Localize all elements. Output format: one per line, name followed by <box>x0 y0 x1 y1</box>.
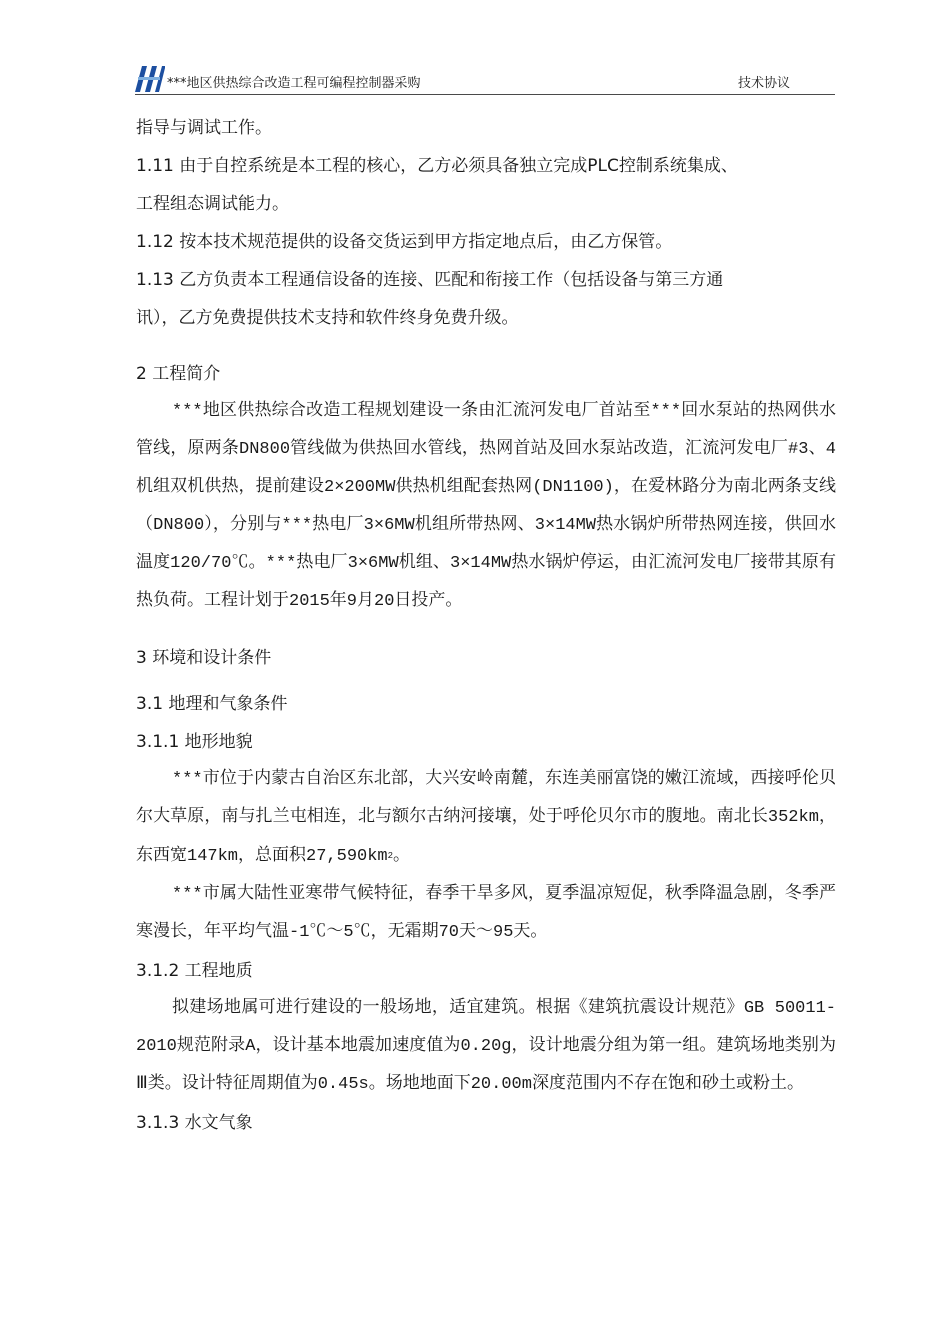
para-end: 。 <box>393 847 411 866</box>
header-title: ***地区供热综合改造工程可编程控制器采购 <box>167 76 421 91</box>
superscript-2: 2 <box>387 851 394 861</box>
section-3-1-2-heading: 3.1.2 工程地质 <box>136 961 253 981</box>
header-doc-type: 技术协议 <box>738 76 791 91</box>
section-2-paragraph: ***地区供热综合改造工程规划建设一条由汇流河发电厂首站至***回水泵站的热网供水管线，原两条DN800管线做为供热回水管线，热网首站及回水泵站改造，汇流河发电厂#3、4机组双机供热，提前建设2×200MW供热机组配套热网(DN1100)，在爱林路分为南北两条支线（DN800），分别与***热电厂3×6MW机组所带热网、3×14MW热水锅炉所带热网连接，供回水温度120/70℃。***热电厂3×6MW机组、3×14MW热水锅炉停运，由汇流河发电厂接带其原有热负荷。工程计划于2015年9月20日投产。 <box>136 402 836 611</box>
item-1-13-line1: 1.13 乙方负责本工程通信设备的连接、匹配和衔接工作（包括设备与第三方通 <box>136 270 724 290</box>
header-divider <box>135 94 835 95</box>
section-3-1-1-paragraph-2: ***市属大陆性亚寒带气候特征，春季干旱多风，夏季温凉短促，秋季降温急剧，冬季严寒漫长，年平均气温-1℃～5℃，无霜期70天～95天。 <box>136 885 836 942</box>
intro-line: 指导与调试工作。 <box>136 118 272 138</box>
section-3-heading: 3 环境和设计条件 <box>136 648 272 668</box>
para-text: ***市位于内蒙古自治区东北部，大兴安岭南麓，东连美丽富饶的嫩江流域，西接呼伦贝尔大草原，南与扎兰屯相连，北与额尔古纳河接壤，处于呼伦贝尔市的腹地。南北长352km，东西宽147km，总面积27,590km <box>136 770 836 866</box>
section-3-1-1-paragraph-1 <box>136 761 836 876</box>
item-1-13-line2: 讯），乙方免费提供技术支持和软件终身免费升级。 <box>136 308 519 328</box>
document-body <box>136 109 836 1142</box>
section-3-1-1-heading: 3.1.1 地形地貌 <box>136 732 253 752</box>
item-1-11-line2: 工程组态调试能力。 <box>136 194 289 214</box>
item-1-12: 1.12 按本技术规范提供的设备交货运到甲方指定地点后，由乙方保管。 <box>136 232 673 252</box>
section-2-heading: 2 工程简介 <box>136 364 221 384</box>
item-1-11-line1: 1.11 由于自控系统是本工程的核心，乙方必须具备独立完成PLC控制系统集成、 <box>136 156 738 176</box>
section-3-1-3-heading: 3.1.3 水文气象 <box>136 1113 253 1133</box>
page-header <box>135 64 835 94</box>
section-3-1-2-paragraph: 拟建场地属可进行建设的一般场地，适宜建筑。根据《建筑抗震设计规范》GB 50011-2010规范附录A，设计基本地震加速度值为0.20g，设计地震分组为第一组。建筑场地类别为Ⅲ类。设计特征周期值为0.45s。场地地面下20.00m深度范围内不存在饱和砂土或粉土。 <box>136 999 836 1094</box>
company-logo <box>135 66 165 92</box>
section-3-1-heading: 3.1 地理和气象条件 <box>136 694 288 714</box>
